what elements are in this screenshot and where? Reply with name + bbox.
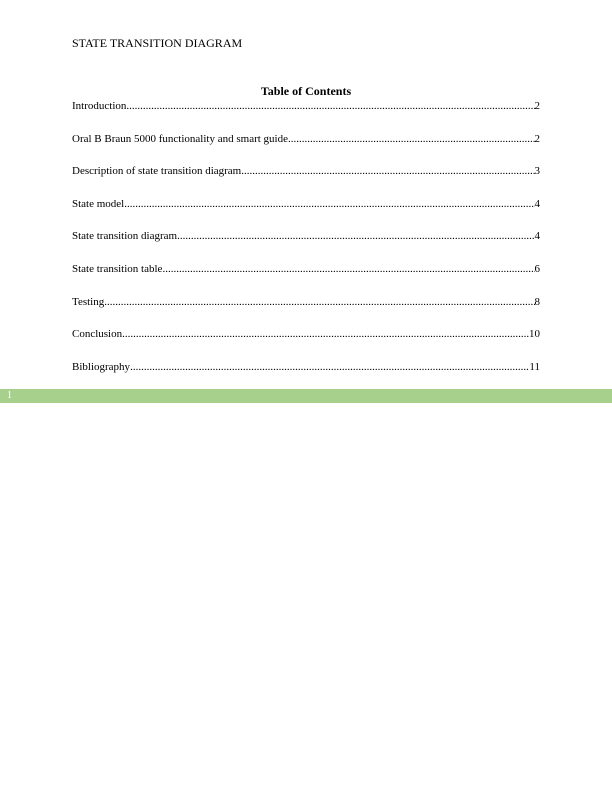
toc-entry-label: Conclusion [72, 328, 123, 341]
toc-entry-page-number: 3 [534, 165, 540, 178]
toc-dot-leader [126, 99, 534, 113]
toc-entry-page-number: 2 [534, 100, 540, 112]
toc-dot-leader [177, 229, 534, 243]
toc-entry-label: Testing [72, 295, 105, 308]
toc-entry-introduction[interactable] [72, 99, 540, 113]
toc-entry-page-number: 10 [529, 328, 540, 341]
toc-dot-leader [162, 262, 534, 276]
toc-entry-functionality[interactable] [72, 132, 540, 146]
toc-entry-label: State transition table [72, 262, 163, 275]
page-number: 1 [7, 390, 12, 401]
toc-dot-leader [122, 327, 529, 341]
toc-entry-state-transition-diagram[interactable] [72, 229, 540, 243]
toc-dot-leader [130, 360, 529, 374]
toc-entry-label: Oral B Braun 5000 functionality and smart guide [72, 132, 288, 145]
toc-entry-testing[interactable] [72, 295, 540, 309]
toc-dot-leader [104, 295, 534, 309]
toc-dot-leader [288, 132, 535, 146]
toc-entry-label: State model [72, 197, 125, 210]
toc-dot-leader [124, 197, 534, 211]
toc-dot-leader [241, 164, 534, 178]
toc-entry-page-number: 8 [534, 295, 540, 308]
table-of-contents [72, 99, 540, 392]
toc-entry-label: Description of state transition diagram [72, 165, 242, 178]
toc-entry-page-number: 2 [534, 132, 540, 145]
toc-entry-page-number: 4 [534, 230, 540, 243]
toc-entry-state-model[interactable] [72, 197, 540, 211]
toc-entry-page-number: 4 [534, 197, 540, 210]
toc-entry-page-number: 6 [534, 262, 540, 275]
toc-entry-bibliography[interactable] [72, 360, 540, 374]
running-header: STATE TRANSITION DIAGRAM [72, 36, 243, 50]
toc-entry-page-number: 11 [529, 360, 540, 373]
toc-entry-label: State transition diagram [72, 230, 178, 243]
page-footer-bar [0, 389, 612, 403]
toc-entry-label: Bibliography [72, 360, 131, 373]
toc-entry-label: Introduction [72, 100, 127, 112]
toc-entry-conclusion[interactable] [72, 327, 540, 341]
toc-entry-state-transition-table[interactable] [72, 262, 540, 276]
toc-entry-description[interactable] [72, 164, 540, 178]
toc-title: Table of Contents [260, 84, 352, 98]
